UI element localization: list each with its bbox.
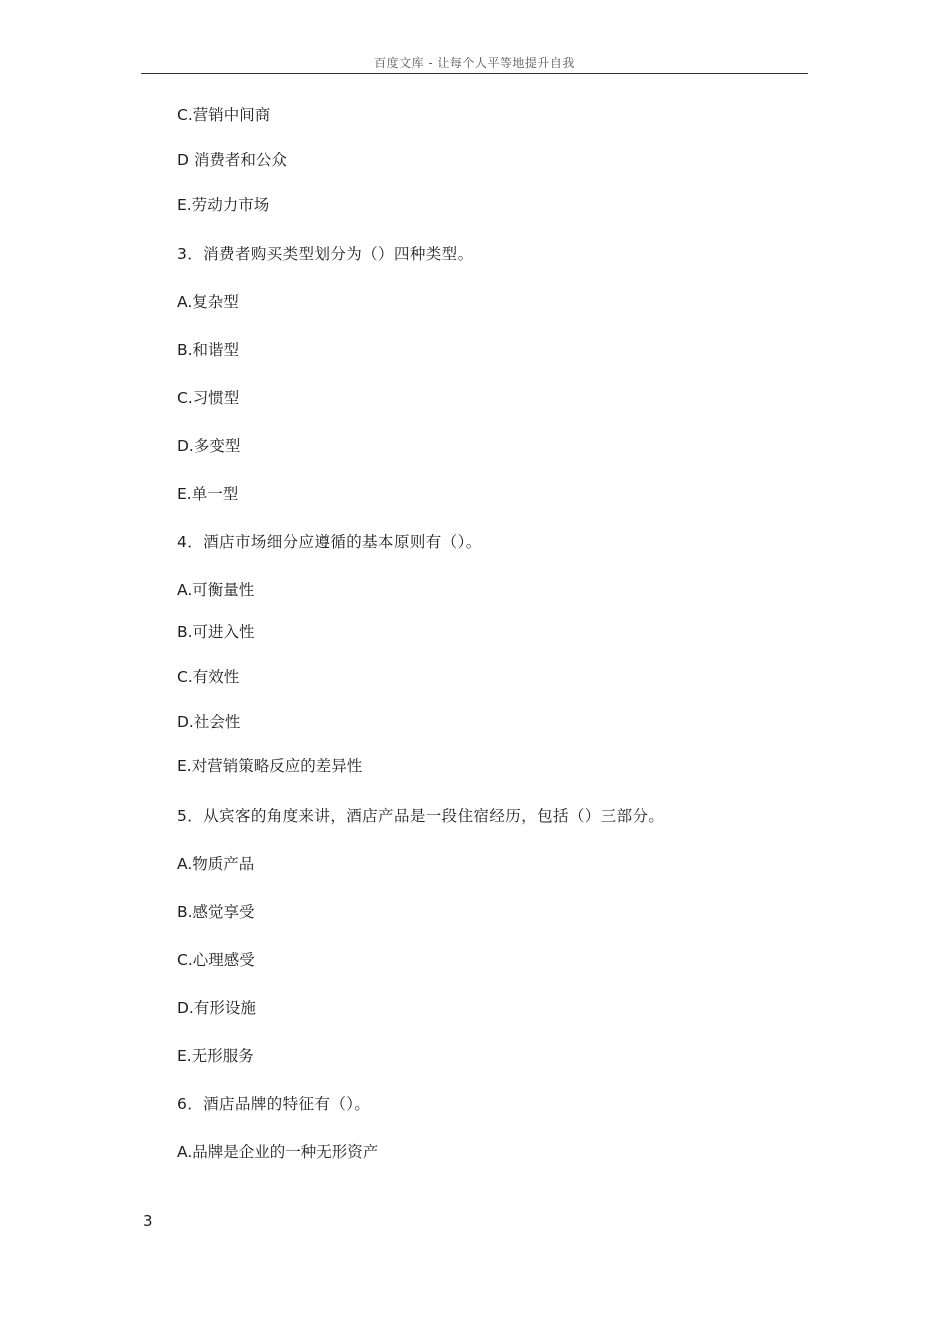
- option-line: E.劳动力市场: [177, 196, 270, 214]
- option-line: B.和谐型: [177, 341, 240, 359]
- question-line: 4．酒店市场细分应遵循的基本原则有（）。: [177, 533, 482, 551]
- option-line: A.物质产品: [177, 855, 255, 873]
- page-number: 3: [143, 1212, 153, 1230]
- option-line: E.对营销策略反应的差异性: [177, 757, 363, 775]
- question-line: 6．酒店品牌的特征有（）。: [177, 1095, 371, 1113]
- option-line: C.习惯型: [177, 389, 240, 407]
- option-line: C.心理感受: [177, 951, 255, 969]
- option-line: D.社会性: [177, 713, 241, 731]
- header-text: 百度文库 - 让每个人平等地提升自我: [374, 56, 575, 70]
- option-line: D.多变型: [177, 437, 241, 455]
- question-line: 3．消费者购买类型划分为（）四种类型。: [177, 245, 474, 263]
- option-line: C.有效性: [177, 668, 240, 686]
- option-line: D 消费者和公众: [177, 151, 287, 169]
- option-line: A.品牌是企业的一种无形资产: [177, 1143, 379, 1161]
- option-line: A.复杂型: [177, 293, 239, 311]
- question-line: 5．从宾客的角度来讲，酒店产品是一段住宿经历，包括（）三部分。: [177, 807, 665, 825]
- option-line: E.无形服务: [177, 1047, 254, 1065]
- page-header: [141, 55, 808, 74]
- option-line: B.感觉享受: [177, 903, 255, 921]
- option-line: E.单一型: [177, 485, 239, 503]
- option-line: D.有形设施: [177, 999, 256, 1017]
- option-line: C.营销中间商: [177, 106, 271, 124]
- option-line: A.可衡量性: [177, 581, 255, 599]
- option-line: B.可进入性: [177, 623, 255, 641]
